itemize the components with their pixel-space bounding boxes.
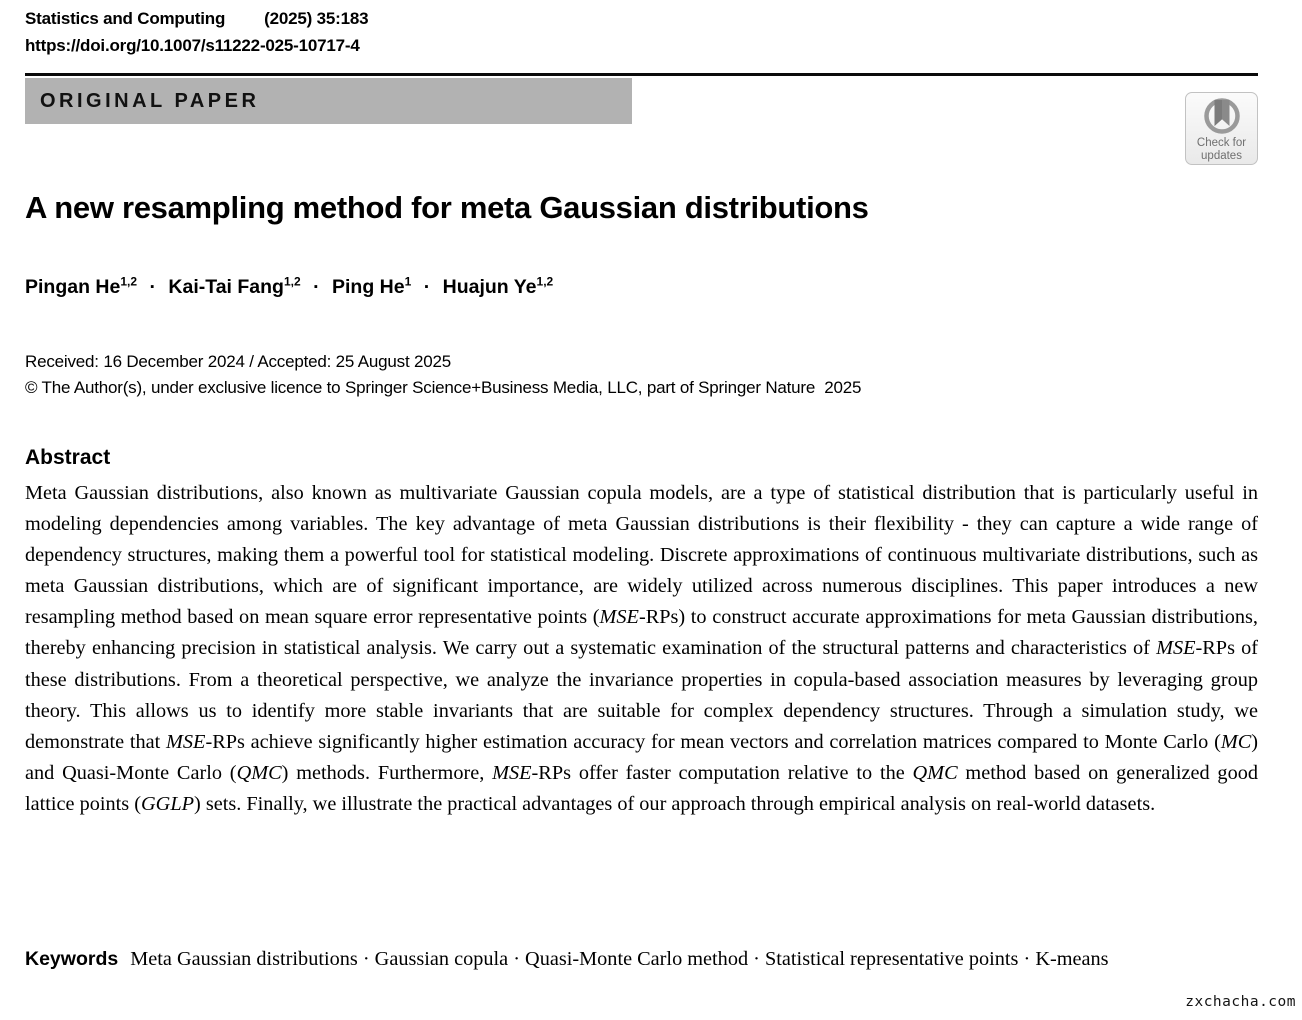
keywords-text: Meta Gaussian distributions · Gaussian copula · Quasi-Monte Carlo method · Statistical representative points · K-means (130, 948, 1109, 970)
author: Ping He$^1$ (331, 274, 412, 298)
author-affiliation-sup: 1,2 (283, 274, 301, 288)
author-affiliation-sup: 1 (404, 274, 412, 288)
header-rule (25, 73, 1258, 76)
received-accepted-line: Received: 16 December 2024 / Accepted: 25 August 2025 (25, 352, 452, 371)
author-affiliation-sup: 1,2 (536, 274, 554, 288)
author-separator: · (423, 275, 431, 298)
author-separator: · (149, 275, 156, 298)
journal-issue: (2025) 35:183 (264, 9, 369, 28)
page-title: A new resampling method for meta Gaussian distributions (25, 190, 869, 225)
author: Kai-Tai Fang$^{1,2}$ (168, 274, 301, 298)
author-separator: · (313, 275, 320, 298)
article-type-banner (25, 78, 632, 124)
article-type-label: ORIGINAL PAPER (40, 89, 260, 112)
copyright-line: © The Author(s), under exclusive licence to Springer Science+Business Media, LLC, part of Springer Nature 2025 (25, 378, 862, 397)
abstract-heading: Abstract (25, 446, 111, 469)
crossmark-bookmark-icon (1202, 96, 1242, 136)
check-for-updates-button[interactable] (1185, 92, 1258, 165)
author: Huajun Ye$^{1,2}$ (442, 274, 554, 298)
author: Pingan He$^{1,2}$ (25, 274, 138, 298)
abstract-text: Meta Gaussian distributions, also known as multivariate Gaussian copula models, are a type of statistical distribution that is particularly useful in modeling dependencies among variables. The key advantage of meta Gaussian distributions is their flexibility - they can capture a wide range of dependency structures, making them a powerful tool for statistical modeling. Discrete approximations of continuous multivariate distributions, such as meta Gaussian distributions, which are of significant importance, are widely utilized across numerous disciplines. This paper introduces a new resampling method based on mean square error representative points (MSE-RPs) to construct accurate approximations for meta Gaussian distributions, thereby enhancing precision in statistical analysis. We carry out a systematic examination of the structural patterns and characteristics of MSE-RPs of these distributions. From a theoretical perspective, we analyze the invariance properties in copula-based association measures by leveraging group theory. This allows us to identify more stable invariants that are suitable for complex dependency structures. Through a simulation study, we demonstrate that MSE-RPs achieve significantly higher estimation accuracy for mean vectors and correlation matrices compared to Monte Carlo (MC) and Quasi-Monte Carlo (QMC) methods. Furthermore, MSE-RPs offer faster computation relative to the QMC method based on generalized good lattice points (GGLP) sets. Finally, we illustrate the practical advantages of our approach through empirical analysis on real-world datasets. (25, 482, 1259, 815)
watermark-text: zxchacha.com (1185, 994, 1296, 1010)
check-for-updates-label: Check for updates (1196, 137, 1247, 162)
journal-header (25, 9, 368, 29)
keywords-section (25, 944, 1258, 976)
keywords-label: Keywords (25, 948, 119, 970)
author-affiliation-sup: 1,2 (120, 274, 138, 288)
journal-name: Statistics and Computing (25, 9, 226, 28)
author-list (25, 274, 1258, 299)
doi-link[interactable]: https://doi.org/10.1007/s11222-025-10717-4 (25, 36, 360, 55)
